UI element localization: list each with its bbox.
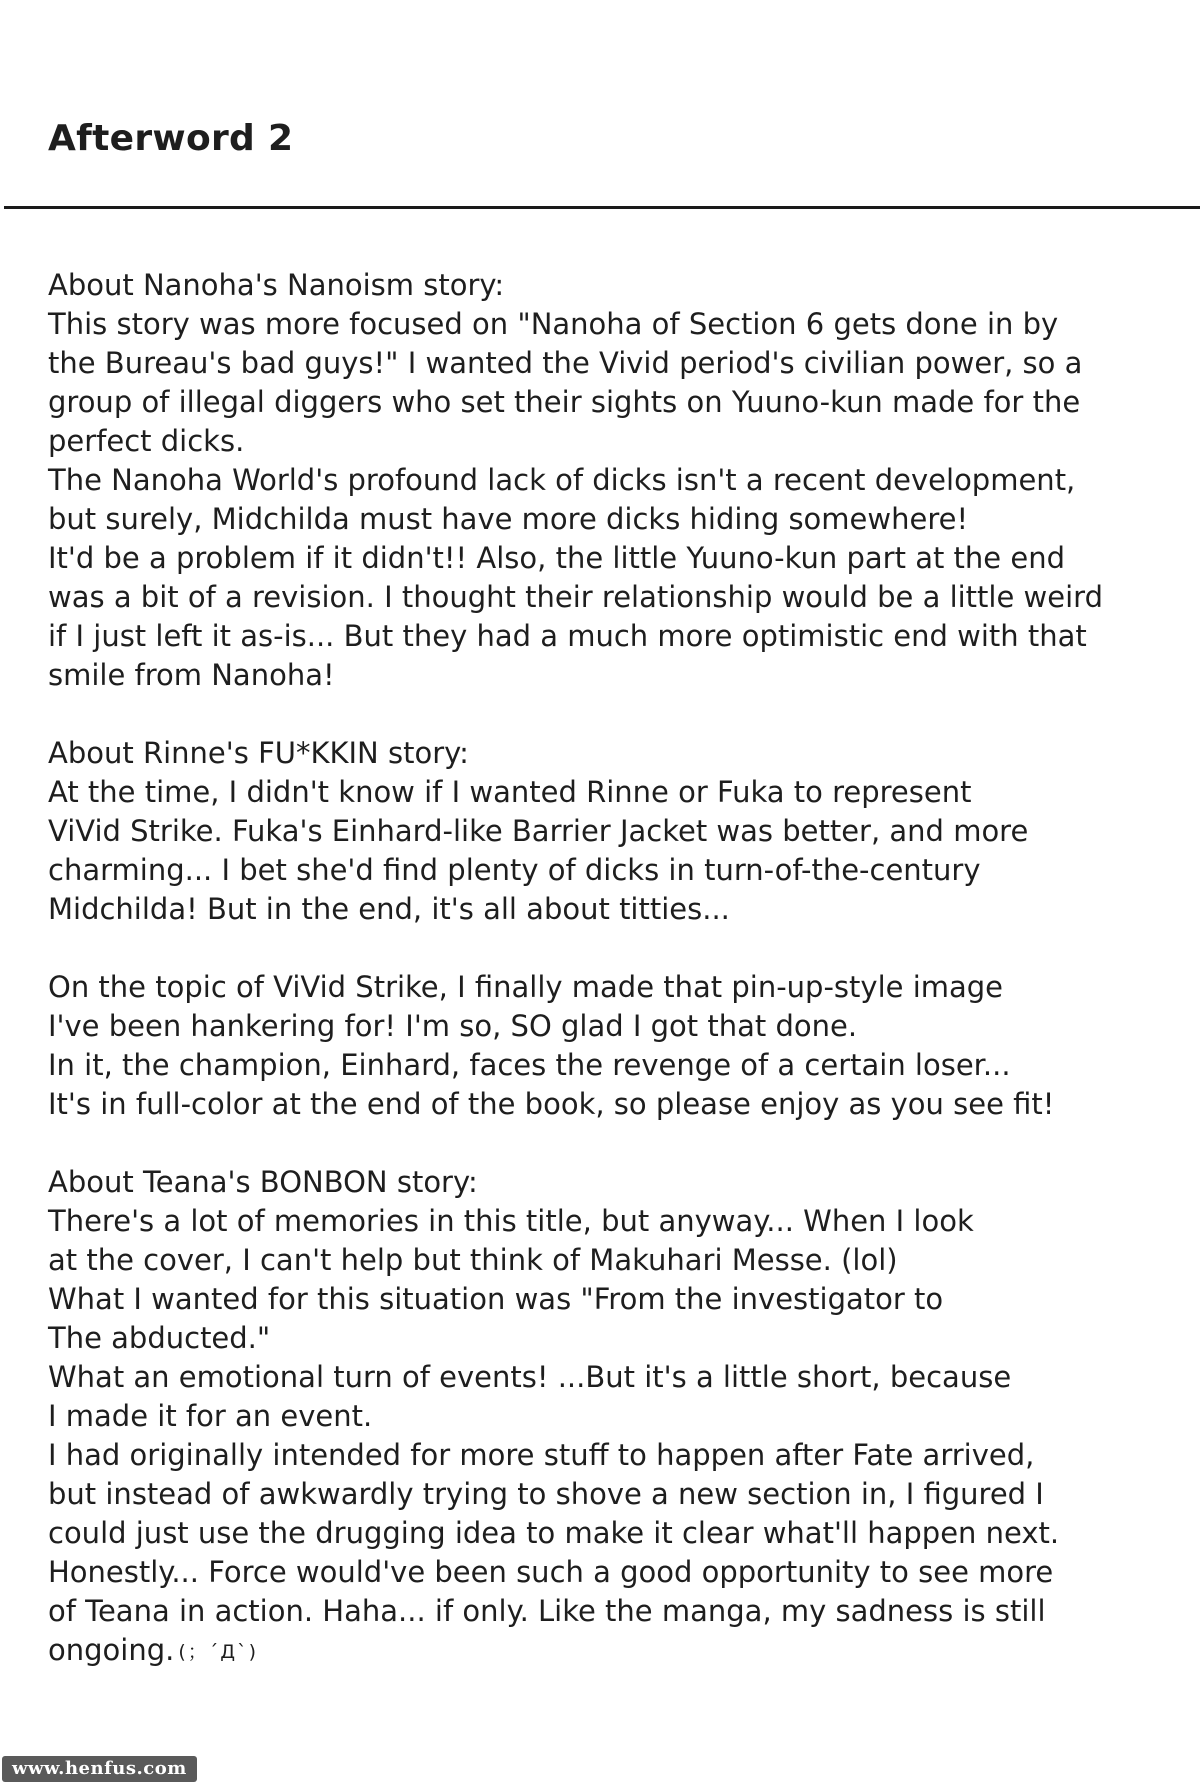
- text-line: In it, the champion, Einhard, faces the revenge of a certain loser...: [48, 1048, 1011, 1082]
- text-line: group of illegal diggers who set their sights on Yuuno-kun made for the: [48, 385, 1081, 419]
- text-line: but surely, Midchilda must have more dicks hiding somewhere!: [48, 502, 969, 536]
- text-line: I had originally intended for more stuff to happen after Fate arrived,: [48, 1438, 1035, 1472]
- text-line: The Nanoha World's profound lack of dicks isn't a recent development,: [48, 463, 1076, 497]
- text-line: was a bit of a revision. I thought their relationship would be a little weird: [48, 580, 1103, 614]
- watermark: [2, 1756, 197, 1782]
- text-line: It'd be a problem if it didn't!! Also, the little Yuuno-kun part at the end: [48, 541, 1065, 575]
- text-line: On the topic of ViVid Strike, I finally made that pin-up-style image: [48, 970, 1004, 1004]
- paragraph-gap: [48, 1124, 1168, 1163]
- text-line: At the time, I didn't know if I wanted Rinne or Fuka to represent: [48, 775, 972, 809]
- title-divider: [4, 206, 1200, 209]
- section-teana: [48, 1163, 1168, 1672]
- text-line: What I wanted for this situation was "From the investigator to: [48, 1282, 944, 1316]
- text-line-content: ongoing.: [48, 1633, 175, 1667]
- page-title: Afterword 2: [48, 118, 294, 159]
- section-vivid-strike: [48, 968, 1168, 1124]
- text-line: This story was more focused on "Nanoha of Section 6 gets done in by: [48, 307, 1059, 341]
- text-line: It's in full-color at the end of the book, so please enjoy as you see fit!: [48, 1087, 1055, 1121]
- text-line: The abducted.": [48, 1321, 271, 1355]
- text-line: the Bureau's bad guys!" I wanted the Vivid period's civilian power, so a: [48, 346, 1083, 380]
- text-line: of Teana in action. Haha... if only. Like the manga, my sadness is still: [48, 1594, 1046, 1628]
- text-line: I've been hankering for! I'm so, SO glad I got that done.: [48, 1009, 858, 1043]
- text-line-last: [48, 1631, 1168, 1672]
- text-line: could just use the drugging idea to make it clear what'll happen next.: [48, 1516, 1060, 1550]
- text-line: but instead of awkwardly trying to shove a new section in, I figured I: [48, 1477, 1044, 1511]
- text-line: at the cover, I can't help but think of Makuhari Messe. (lol): [48, 1243, 898, 1277]
- text-line: I made it for an event.: [48, 1399, 373, 1433]
- text-line: ViVid Strike. Fuka's Einhard-like Barrier Jacket was better, and more: [48, 814, 1029, 848]
- text-line: What an emotional turn of events! ...But it's a little short, because: [48, 1360, 1012, 1394]
- text-line: About Rinne's FU*KKIN story:: [48, 736, 469, 770]
- emoticon: (；´Д`): [178, 1641, 259, 1663]
- text-line: About Teana's BONBON story:: [48, 1165, 478, 1199]
- section-rinne: [48, 734, 1168, 929]
- text-line: smile from Nanoha!: [48, 658, 335, 692]
- afterword-body: [48, 266, 1168, 1672]
- text-line: perfect dicks.: [48, 424, 245, 458]
- section-nanoha: [48, 266, 1168, 695]
- text-line: charming... I bet she'd find plenty of dicks in turn-of-the-century: [48, 853, 981, 887]
- paragraph-gap: [48, 695, 1168, 734]
- text-line: There's a lot of memories in this title, but anyway... When I look: [48, 1204, 974, 1238]
- text-line: if I just left it as-is... But they had a much more optimistic end with that: [48, 619, 1087, 653]
- text-line: About Nanoha's Nanoism story:: [48, 268, 505, 302]
- paragraph-gap: [48, 929, 1168, 968]
- watermark-text: www.henfus.com: [12, 1758, 187, 1779]
- text-line: Midchilda! But in the end, it's all about titties...: [48, 892, 730, 926]
- text-line: Honestly... Force would've been such a good opportunity to see more: [48, 1555, 1054, 1589]
